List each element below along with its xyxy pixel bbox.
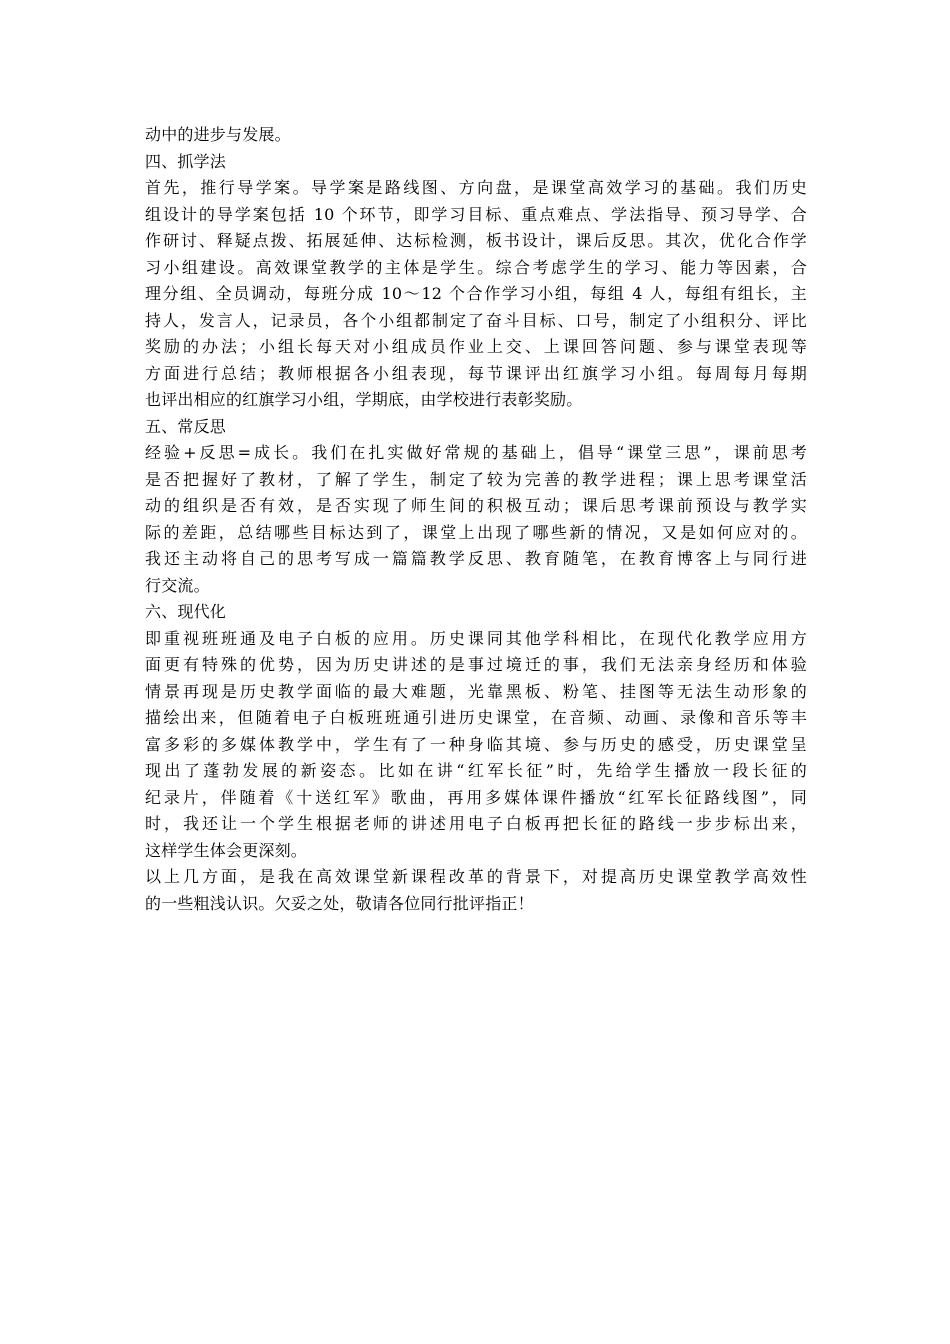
text-line: 描绘出来，但随着电子白板班班通引进历史课堂，在音频、动画、录像和音乐等丰 [145,708,807,727]
text-line: 富多彩的多媒体教学中，学生有了一种身临其境、参与历史的感受，历史课堂呈 [145,734,807,754]
text-line: 动的组织是否有效，是否实现了师生间的积极互动；课后思考课前预设与教学实 [145,496,807,515]
text-line: 面更有特殊的优势，因为历史讲述的是事过境迁的事，我们无法亲身经历和体验 [145,655,807,674]
text-line: 也评出相应的红旗学习小组，学期底，由学校进行表彰奖励。 [145,390,583,409]
text-line: 纪录片，伴随着《十送红军》歌曲，再用多媒体课件播放“红军长征路线图”，同 [145,787,807,807]
text-line: 这样学生体会更深刻。 [145,840,308,860]
text-line: 四、抓学法 [145,151,227,171]
text-line: 理分组、全员调动，每班分成 10～12 个合作学习小组，每组 4 人，每组有组长，主 [145,284,807,303]
text-line: 际的差距，总结哪些目标达到了，课堂上出现了哪些新的情况，又是如何应对的。 [145,522,807,542]
text-line: 组设计的导学案包括 10 个环节，即学习目标、重点难点、学法指导、预习导学、合 [145,204,807,224]
text-line: 即重视班班通及电子白板的应用。历史课同其他学科相比，在现代化教学应用方 [145,628,807,648]
text-line: 我还主动将自己的思考写成一篇篇教学反思、教育随笔，在教育博客上与同行进 [145,549,807,568]
text-line: 行交流。 [145,575,210,595]
document-page [145,122,807,917]
text-line: 持人，发言人，记录员，各个小组都制定了奋斗目标、口号，制定了小组积分、评比 [145,310,807,330]
text-line: 五、常反思 [145,416,227,436]
text-line: 六、现代化 [145,602,227,621]
text-line: 是否把握好了教材，了解了学生，制定了较为完善的教学进程；课上思考课堂活 [145,469,807,489]
text-line: 以上几方面，是我在高效课堂新课程改革的背景下，对提高历史课堂教学高效性 [145,867,807,886]
text-line: 作研讨、释疑点拨、拓展延伸、达标检测，板书设计，课后反思。其次，优化合作学 [145,231,807,250]
text-line: 情景再现是历史教学面临的最大难题，光靠黑板、粉笔、挂图等无法生动形象的 [145,681,807,701]
text-line: 习小组建设。高效课堂教学的主体是学生。综合考虑学生的学习、能力等因素，合 [145,257,807,277]
text-line: 的一些粗浅认识。欠妥之处，敬请各位同行批评指正！ [145,893,534,913]
text-line: 动中的进步与发展。 [145,125,291,144]
text-line: 奖励的办法；小组长每天对小组成员作业上交、上课回答问题、参与课堂表现等 [145,337,807,356]
text-line: 经验+反思=成长。我们在扎实做好常规的基础上，倡导“课堂三思”，课前思考 [145,443,807,462]
text-line: 首先，推行导学案。导学案是路线图、方向盘，是课堂高效学习的基础。我们历史 [145,178,807,197]
text-line: 现出了蓬勃发展的新姿态。比如在讲“红军长征”时，先给学生播放一段长征的 [145,761,807,780]
text-line: 方面进行总结；教师根据各小组表现，每节课评出红旗学习小组。每周每月每期 [145,363,807,383]
text-line: 时，我还让一个学生根据老师的讲述用电子白板再把长征的路线一步步标出来， [145,814,807,833]
